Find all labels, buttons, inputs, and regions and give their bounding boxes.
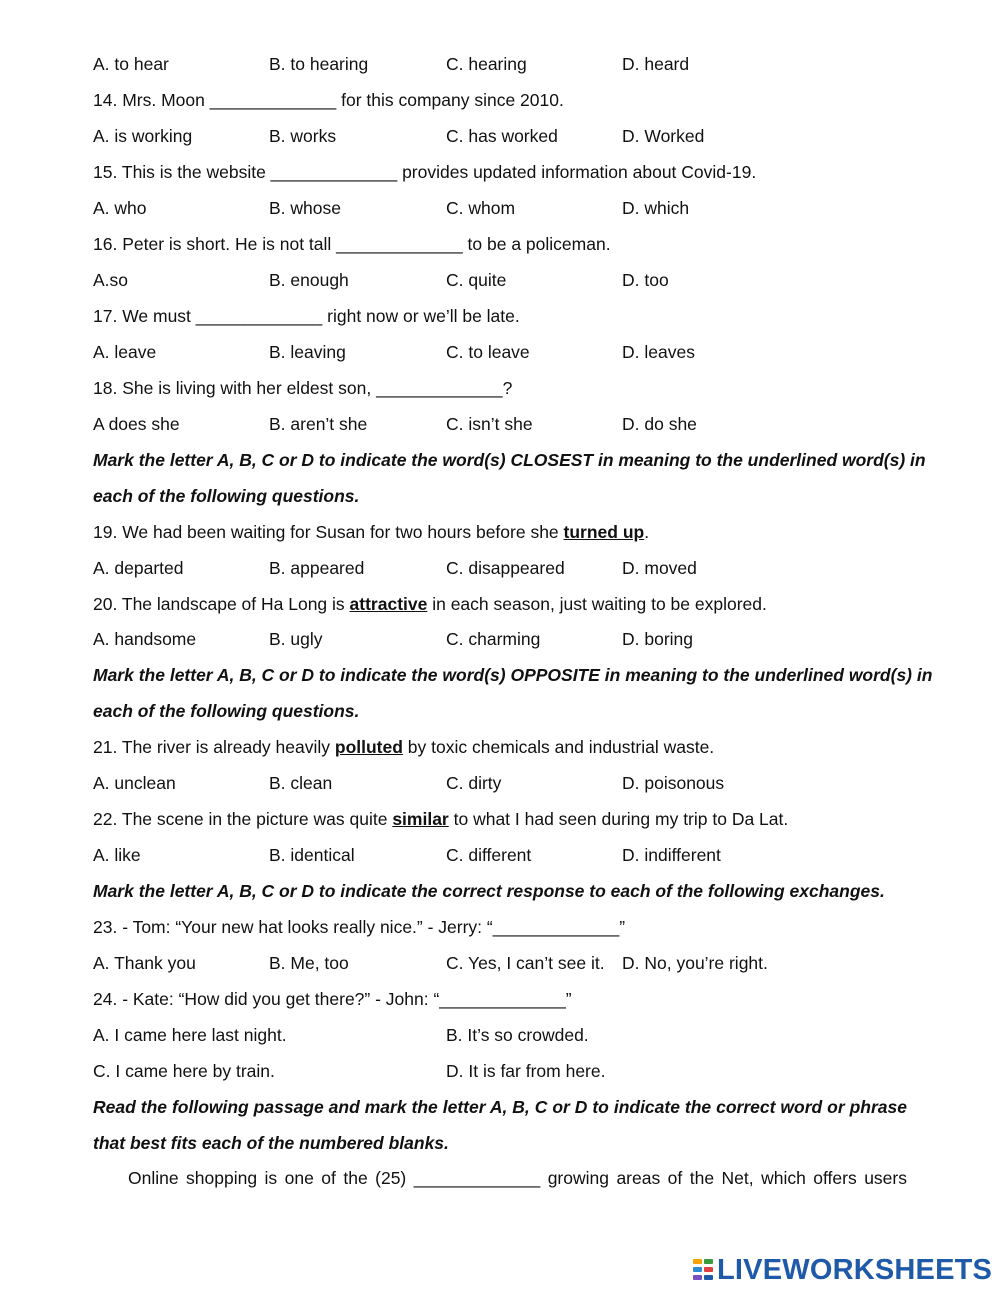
instruction-closest-line1: Mark the letter A, B, C or D to indicate the word(s) CLOSEST in meaning to the underlined word(s) in	[93, 450, 926, 470]
q24-option-b[interactable]: B. It’s so crowded.	[446, 1025, 589, 1045]
q15-option-d[interactable]: D. which	[622, 198, 690, 218]
q23-option-b[interactable]: B. Me, too	[269, 953, 349, 973]
q22-underlined-word: similar	[392, 809, 449, 829]
q19-option-b[interactable]: B. appeared	[269, 558, 365, 578]
q16-option-b[interactable]: B. enough	[269, 270, 349, 290]
q21-option-d[interactable]: D. poisonous	[622, 773, 725, 793]
q15-option-c[interactable]: C. whom	[446, 198, 516, 218]
q16-option-c[interactable]: C. quite	[446, 270, 507, 290]
liveworksheets-logo	[693, 1255, 992, 1285]
q20-question	[93, 593, 767, 615]
instruction-response: Mark the letter A, B, C or D to indicate the correct response to each of the following exchanges.	[93, 881, 885, 901]
instruction-opposite-line2: each of the following questions.	[93, 701, 360, 721]
q13-option-d[interactable]: D. heard	[622, 54, 690, 74]
q22-option-c[interactable]: C. different	[446, 845, 532, 865]
q20-option-a[interactable]: A. handsome	[93, 629, 197, 649]
q23-option-c[interactable]: C. Yes, I can’t see it.	[446, 953, 605, 973]
q14-option-d[interactable]: D. Worked	[622, 126, 705, 146]
q24-question: 24. - Kate: “How did you get there?” - John: “_____________”	[93, 989, 572, 1009]
q19-option-c[interactable]: C. disappeared	[446, 558, 565, 578]
instruction-closest-line2: each of the following questions.	[93, 486, 360, 506]
q18-option-c[interactable]: C. isn’t she	[446, 414, 533, 434]
passage-first-line: Online shopping is one of the (25) _____________ growing areas of the Net, which offers users	[128, 1168, 907, 1188]
q21-option-b[interactable]: B. clean	[269, 773, 333, 793]
q21-text-before: 21. The river is already heavily	[93, 737, 335, 757]
q19-text-after: .	[644, 522, 650, 542]
instruction-passage-line2: that best fits each of the numbered blanks.	[93, 1133, 449, 1153]
q17-option-b[interactable]: B. leaving	[269, 342, 346, 362]
q22-option-b[interactable]: B. identical	[269, 845, 355, 865]
q22-text-before: 22. The scene in the picture was quite	[93, 809, 393, 829]
q17-option-a[interactable]: A. leave	[93, 342, 157, 362]
q13-option-a[interactable]: A. to hear	[93, 54, 169, 74]
q14-question: 14. Mrs. Moon _____________ for this company since 2010.	[93, 90, 564, 110]
q19-text-before: 19. We had been waiting for Susan for two hours before she	[93, 522, 564, 542]
q16-question: 16. Peter is short. He is not tall _____________ to be a policeman.	[93, 234, 611, 254]
q19-option-d[interactable]: D. moved	[622, 558, 697, 578]
q16-option-d[interactable]: D. too	[622, 270, 669, 290]
q17-option-c[interactable]: C. to leave	[446, 342, 530, 362]
q14-option-c[interactable]: C. has worked	[446, 126, 558, 146]
instruction-passage-line1: Read the following passage and mark the letter A, B, C or D to indicate the correct word or phrase	[93, 1097, 907, 1117]
q13-option-c[interactable]: C. hearing	[446, 54, 527, 74]
q24-option-c[interactable]: C. I came here by train.	[93, 1061, 275, 1081]
q21-text-after: by toxic chemicals and industrial waste.	[402, 737, 715, 757]
q15-question: 15. This is the website _____________ provides updated information about Covid-19.	[93, 162, 757, 182]
q21-underlined-word: polluted	[334, 737, 403, 757]
q15-option-a[interactable]: A. who	[93, 198, 147, 218]
q21-question	[93, 736, 714, 758]
q20-option-d[interactable]: D. boring	[622, 629, 694, 649]
q16-option-a[interactable]: A.so	[93, 270, 129, 290]
logo-mark-icon	[693, 1257, 715, 1283]
q20-option-c[interactable]: C. charming	[446, 629, 541, 649]
q20-underlined-word: attractive	[349, 594, 428, 614]
q17-question: 17. We must _____________ right now or we’ll be late.	[93, 306, 520, 326]
q23-option-a[interactable]: A. Thank you	[93, 953, 196, 973]
q18-option-d[interactable]: D. do she	[622, 414, 697, 434]
q19-option-a[interactable]: A. departed	[93, 558, 184, 578]
q15-option-b[interactable]: B. whose	[269, 198, 341, 218]
q14-option-a[interactable]: A. is working	[93, 126, 193, 146]
q20-option-b[interactable]: B. ugly	[269, 629, 323, 649]
q22-question	[93, 808, 788, 830]
q20-text-before: 20. The landscape of Ha Long is	[93, 594, 350, 614]
q17-option-d[interactable]: D. leaves	[622, 342, 695, 362]
logo-text: LIVEWORKSHEETS	[717, 1253, 993, 1286]
q19-question	[93, 521, 649, 543]
q22-option-d[interactable]: D. indifferent	[622, 845, 721, 865]
q18-option-b[interactable]: B. aren’t she	[269, 414, 368, 434]
instruction-opposite-line1: Mark the letter A, B, C or D to indicate the word(s) OPPOSITE in meaning to the underlined word(s) in	[93, 665, 933, 685]
q13-option-b[interactable]: B. to hearing	[269, 54, 369, 74]
q18-option-a[interactable]: A does she	[93, 414, 180, 434]
q23-question: 23. - Tom: “Your new hat looks really nice.” - Jerry: “_____________”	[93, 917, 626, 937]
q20-text-after: in each season, just waiting to be explored.	[427, 594, 767, 614]
q18-question: 18. She is living with her eldest son, _____________?	[93, 378, 513, 398]
q21-option-a[interactable]: A. unclean	[93, 773, 176, 793]
q23-option-d[interactable]: D. No, you’re right.	[622, 953, 768, 973]
q14-option-b[interactable]: B. works	[269, 126, 337, 146]
q21-option-c[interactable]: C. dirty	[446, 773, 502, 793]
q22-text-after: to what I had seen during my trip to Da Lat.	[448, 809, 789, 829]
q19-underlined-word: turned up	[563, 522, 645, 542]
q22-option-a[interactable]: A. like	[93, 845, 141, 865]
q24-option-a[interactable]: A. I came here last night.	[93, 1025, 287, 1045]
q24-option-d[interactable]: D. It is far from here.	[446, 1061, 606, 1081]
